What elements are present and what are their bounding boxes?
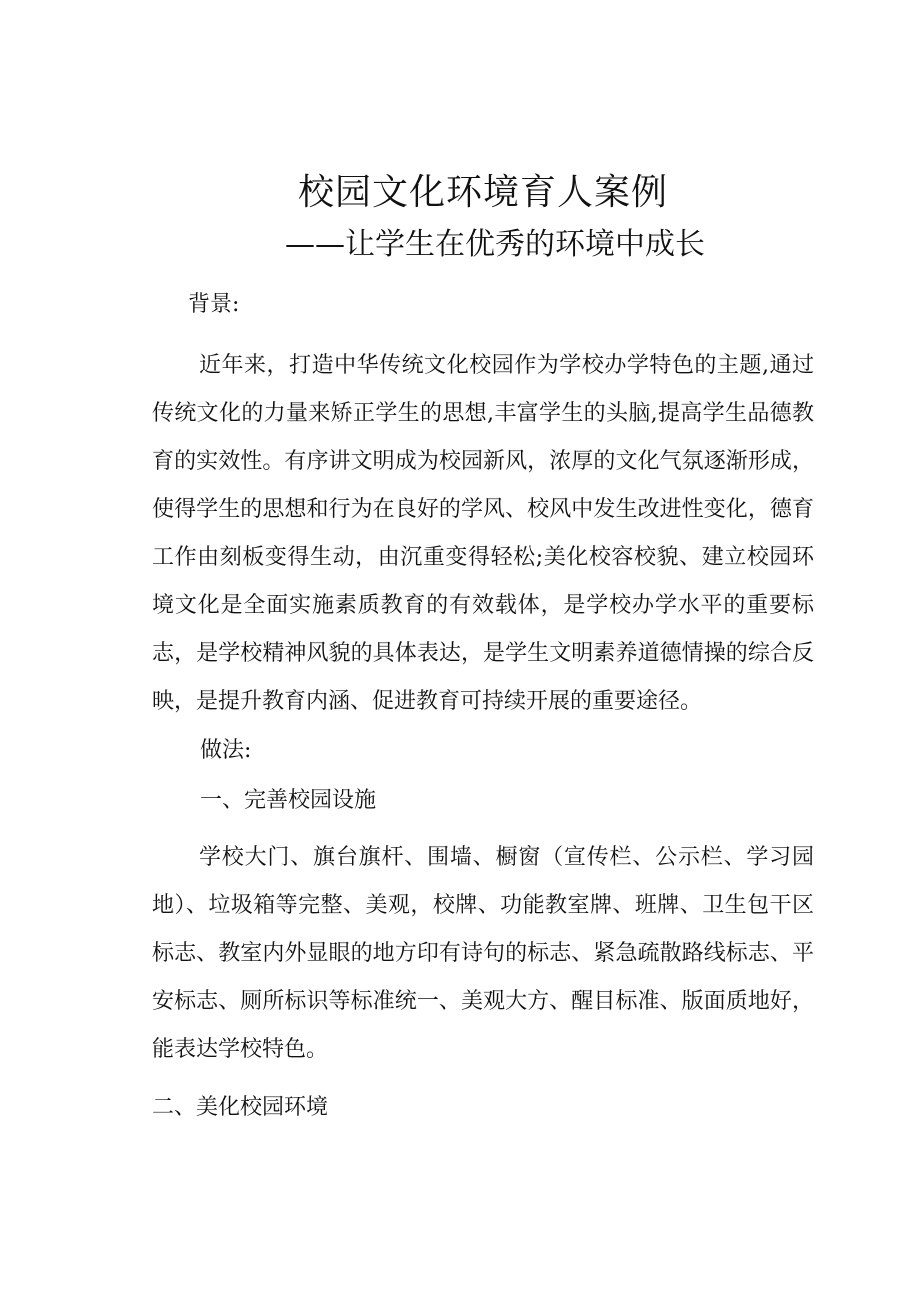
background-paragraph: 近年来，打造中华传统文化校园作为学校办学特色的主题,通过传统文化的力量来矫正学生的思想,丰富学生的头脑,提高学生品德教育的实效性。有序讲文明成为校园新风，浓厚的文化气氛逐渐形成，使得学生的思想和行为在良好的学风、校风中发生改进性变化，德育工作由刻板变得生动，由沉重变得轻松;美化校容校貌、建立校园环境文化是全面实施素质教育的有效载体，是学校办学水平的重要标志，是学校精神风貌的具体表达，是学生文明素养道德情操的综合反映，是提升教育内涵、促进教育可持续开展的重要途径。	[152, 353, 814, 714]
section-1-paragraph: 学校大门、旗台旗杆、围墙、橱窗（宣传栏、公示栏、学习园地）、垃圾箱等完整、美观，校牌、功能教室牌、班牌、卫生包干区标志、教室内外显眼的地方印有诗句的标志、紧急疏散路线标志、平安标志、厕所标识等标准统一、美观大方、醒目标准、版面质地好，能表达学校特色。	[152, 845, 814, 1062]
document-subtitle: ——让学生在优秀的环境中成长	[285, 227, 705, 262]
background-label: 背景:	[188, 292, 240, 317]
section-2-heading: 二、美化校园环境	[152, 1095, 329, 1120]
method-label: 做法:	[200, 738, 252, 763]
section-1-heading: 一、完善校园设施	[200, 788, 377, 813]
document-title: 校园文化环境育人案例	[297, 172, 668, 213]
